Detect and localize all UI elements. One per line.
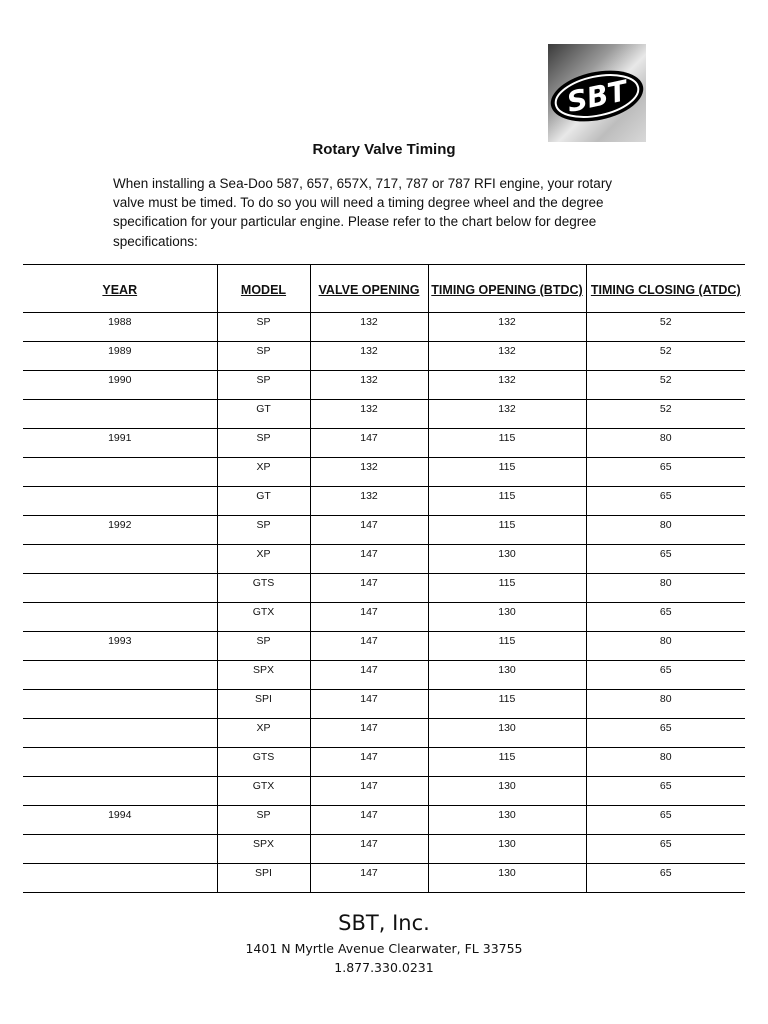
table-row	[23, 342, 745, 371]
cell-timing-closing: 65	[586, 835, 745, 864]
sbt-logo-graphic	[548, 44, 646, 142]
cell-timing-closing: 65	[586, 487, 745, 516]
table-row	[23, 429, 745, 458]
table-row	[23, 806, 745, 835]
cell-timing-closing: 80	[586, 690, 745, 719]
cell-timing-closing: 80	[586, 429, 745, 458]
cell-timing-opening: 132	[428, 342, 586, 371]
cell-valve-opening: 132	[310, 487, 428, 516]
cell-model: GT	[217, 487, 310, 516]
cell-valve-opening: 147	[310, 574, 428, 603]
company-name: SBT, Inc.	[338, 911, 430, 935]
cell-model: XP	[217, 545, 310, 574]
cell-valve-opening: 147	[310, 690, 428, 719]
table-row	[23, 748, 745, 777]
header-year: YEAR	[23, 265, 217, 313]
cell-timing-opening: 115	[428, 748, 586, 777]
table-row	[23, 603, 745, 632]
cell-timing-closing: 80	[586, 748, 745, 777]
table-row	[23, 864, 745, 893]
cell-valve-opening: 132	[310, 313, 428, 342]
cell-year: 1993	[23, 632, 217, 661]
cell-model: XP	[217, 719, 310, 748]
cell-timing-closing: 52	[586, 371, 745, 400]
cell-year: 1991	[23, 429, 217, 458]
cell-model: GTX	[217, 777, 310, 806]
cell-timing-opening: 115	[428, 458, 586, 487]
table-row	[23, 661, 745, 690]
cell-valve-opening: 147	[310, 777, 428, 806]
cell-valve-opening: 132	[310, 342, 428, 371]
cell-year	[23, 690, 217, 719]
cell-timing-opening: 115	[428, 429, 586, 458]
cell-model: SPI	[217, 864, 310, 893]
cell-year	[23, 487, 217, 516]
cell-valve-opening: 147	[310, 835, 428, 864]
cell-timing-opening: 115	[428, 690, 586, 719]
table-row	[23, 516, 745, 545]
cell-timing-closing: 65	[586, 719, 745, 748]
cell-valve-opening: 147	[310, 748, 428, 777]
cell-model: GTS	[217, 574, 310, 603]
cell-timing-opening: 130	[428, 719, 586, 748]
table-row	[23, 690, 745, 719]
cell-valve-opening: 132	[310, 400, 428, 429]
logo-text: SBT	[564, 74, 631, 119]
cell-valve-opening: 147	[310, 429, 428, 458]
cell-model: SP	[217, 806, 310, 835]
cell-valve-opening: 147	[310, 661, 428, 690]
cell-year	[23, 777, 217, 806]
cell-year	[23, 545, 217, 574]
cell-model: SP	[217, 342, 310, 371]
header-timing-opening: TIMING OPENING (BTDC)	[428, 265, 586, 313]
cell-timing-closing: 80	[586, 632, 745, 661]
header-valve-opening: VALVE OPENING	[310, 265, 428, 313]
table-row	[23, 574, 745, 603]
cell-timing-opening: 115	[428, 632, 586, 661]
cell-year	[23, 748, 217, 777]
cell-year	[23, 864, 217, 893]
cell-model: GTS	[217, 748, 310, 777]
cell-model: SPI	[217, 690, 310, 719]
table-row	[23, 777, 745, 806]
cell-valve-opening: 147	[310, 545, 428, 574]
cell-year: 1992	[23, 516, 217, 545]
cell-model: SPX	[217, 835, 310, 864]
header-model: MODEL	[217, 265, 310, 313]
cell-year	[23, 719, 217, 748]
cell-year	[23, 574, 217, 603]
cell-timing-opening: 132	[428, 400, 586, 429]
cell-year	[23, 400, 217, 429]
cell-timing-opening: 130	[428, 545, 586, 574]
cell-year	[23, 835, 217, 864]
cell-valve-opening: 147	[310, 719, 428, 748]
cell-year: 1988	[23, 313, 217, 342]
cell-timing-opening: 115	[428, 516, 586, 545]
company-phone: 1.877.330.0231	[334, 960, 434, 975]
cell-timing-closing: 52	[586, 400, 745, 429]
cell-timing-closing: 65	[586, 661, 745, 690]
cell-valve-opening: 132	[310, 458, 428, 487]
cell-timing-closing: 80	[586, 516, 745, 545]
header-timing-closing: TIMING CLOSING (ATDC)	[586, 265, 745, 313]
cell-timing-opening: 130	[428, 864, 586, 893]
sbt-logo	[548, 44, 646, 142]
cell-model: GTX	[217, 603, 310, 632]
cell-year	[23, 458, 217, 487]
table-row	[23, 313, 745, 342]
cell-timing-closing: 65	[586, 777, 745, 806]
cell-timing-opening: 132	[428, 371, 586, 400]
cell-year	[23, 603, 217, 632]
cell-timing-opening: 130	[428, 661, 586, 690]
rotary-valve-timing-table	[23, 264, 745, 893]
cell-model: GT	[217, 400, 310, 429]
cell-model: SP	[217, 632, 310, 661]
table-row	[23, 835, 745, 864]
cell-valve-opening: 147	[310, 603, 428, 632]
page-title: Rotary Valve Timing	[312, 141, 456, 158]
cell-year: 1989	[23, 342, 217, 371]
intro-paragraph: When installing a Sea-Doo 587, 657, 657X, 717, 787 or 787 RFI engine, your rotary valve must be timed. To do so you will need a timing degree wheel and the degree specification for your particular engine. Please refer to the chart below for degree specifications:	[113, 176, 613, 249]
cell-timing-opening: 132	[428, 313, 586, 342]
table-row	[23, 458, 745, 487]
cell-model: SP	[217, 313, 310, 342]
cell-valve-opening: 147	[310, 632, 428, 661]
table-row	[23, 487, 745, 516]
cell-timing-closing: 65	[586, 545, 745, 574]
cell-timing-opening: 130	[428, 835, 586, 864]
cell-timing-opening: 130	[428, 777, 586, 806]
table-row	[23, 400, 745, 429]
cell-timing-closing: 52	[586, 313, 745, 342]
cell-model: SP	[217, 429, 310, 458]
cell-timing-closing: 65	[586, 806, 745, 835]
cell-valve-opening: 147	[310, 516, 428, 545]
cell-timing-closing: 65	[586, 603, 745, 632]
cell-timing-opening: 115	[428, 574, 586, 603]
company-address: 1401 N Myrtle Avenue Clearwater, FL 33755	[245, 941, 523, 956]
cell-timing-opening: 130	[428, 603, 586, 632]
cell-timing-opening: 130	[428, 806, 586, 835]
cell-year	[23, 661, 217, 690]
cell-valve-opening: 147	[310, 864, 428, 893]
cell-year: 1990	[23, 371, 217, 400]
cell-year: 1994	[23, 806, 217, 835]
cell-timing-closing: 52	[586, 342, 745, 371]
cell-timing-opening: 115	[428, 487, 586, 516]
cell-valve-opening: 132	[310, 371, 428, 400]
cell-model: SP	[217, 516, 310, 545]
cell-timing-closing: 65	[586, 458, 745, 487]
table-row	[23, 632, 745, 661]
cell-valve-opening: 147	[310, 806, 428, 835]
cell-timing-closing: 80	[586, 574, 745, 603]
cell-model: SPX	[217, 661, 310, 690]
table-body	[23, 313, 745, 893]
table-row	[23, 545, 745, 574]
table-row	[23, 719, 745, 748]
table-header-row	[23, 265, 745, 313]
cell-timing-closing: 65	[586, 864, 745, 893]
cell-model: SP	[217, 371, 310, 400]
table-row	[23, 371, 745, 400]
cell-model: XP	[217, 458, 310, 487]
